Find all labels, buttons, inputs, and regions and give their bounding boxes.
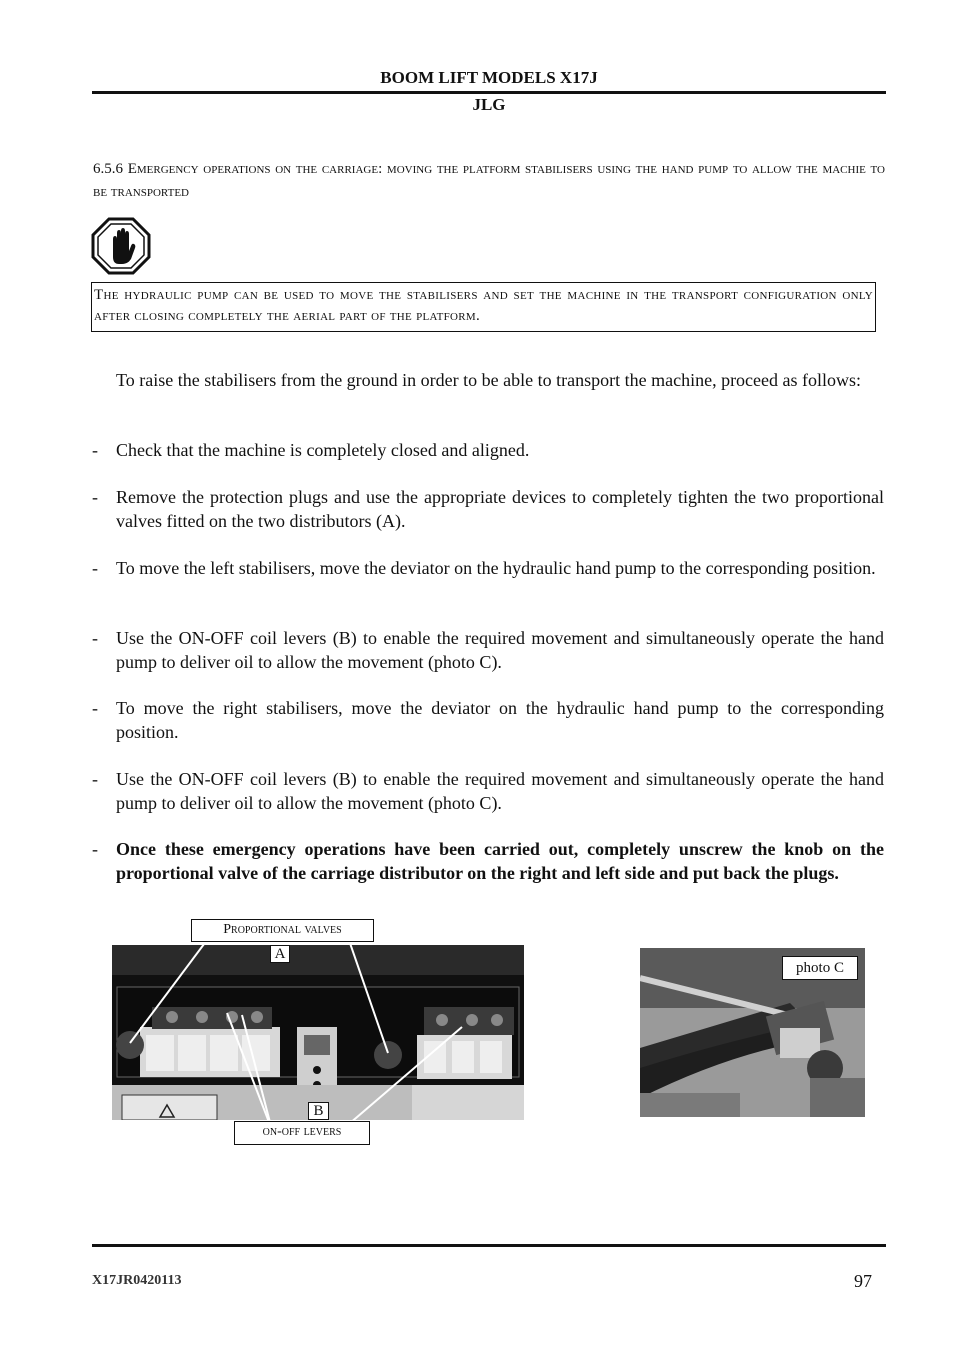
header-title: BOOM LIFT MODELS X17J: [380, 68, 598, 87]
list-dash: -: [92, 698, 98, 718]
on-off-levers-label: on-off levers: [234, 1121, 370, 1145]
list-dash: -: [92, 628, 98, 648]
document-code: X17JR0420113: [92, 1273, 182, 1288]
footer-rule: [92, 1244, 886, 1247]
proportional-valves-label: Proportional valves: [191, 919, 374, 942]
list-item-text: To move the right stabilisers, move the deviator on the hydraulic hand pump to the corresponding position.: [116, 698, 884, 742]
list-dash: -: [92, 440, 98, 460]
section-title: 6.5.6 Emergency operations on the carriage: moving the platform stabilisers using the hand pump to allow the machie to be transported: [93, 161, 885, 200]
header-brand: JLG: [472, 95, 506, 114]
label-a: A: [270, 945, 290, 963]
header-rule: [92, 91, 886, 94]
list-item-text: Once these emergency operations have been carried out, completely unscrew the knob on the proportional valve of the carriage distributor on the right and left side and put back the plugs.: [116, 839, 884, 883]
warning-box: The hydraulic pump can be used to move the stabilisers and set the machine in the transport configuration only after closing completely the aerial part of the platform.: [91, 282, 876, 332]
list-item-text: Use the ON-OFF coil levers (B) to enable the required movement and simultaneously operate the hand pump to deliver oil to allow the movement (photo C).: [116, 628, 884, 672]
list-dash: -: [92, 839, 98, 859]
stop-hand-icon: [91, 217, 151, 275]
page-number: 97: [854, 1271, 872, 1291]
list-item-text: To move the left stabilisers, move the deviator on the hydraulic hand pump to the corresponding position.: [116, 558, 876, 578]
list-dash: -: [92, 487, 98, 507]
distributor-photo: [112, 945, 524, 1120]
list-dash: -: [92, 769, 98, 789]
list-item-text: Check that the machine is completely closed and aligned.: [116, 440, 530, 460]
list-item-text: Use the ON-OFF coil levers (B) to enable the required movement and simultaneously operate the hand pump to deliver oil to allow the movement (photo C).: [116, 769, 884, 813]
list-item-text: Remove the protection plugs and use the appropriate devices to completely tighten the two proportional valves fitted on the two distributors (A).: [116, 487, 884, 531]
photo-c-label: photo C: [782, 956, 858, 980]
label-b: B: [308, 1102, 329, 1120]
list-dash: -: [92, 558, 98, 578]
intro-paragraph: To raise the stabilisers from the ground in order to be able to transport the machine, proceed as follows:: [116, 370, 862, 390]
